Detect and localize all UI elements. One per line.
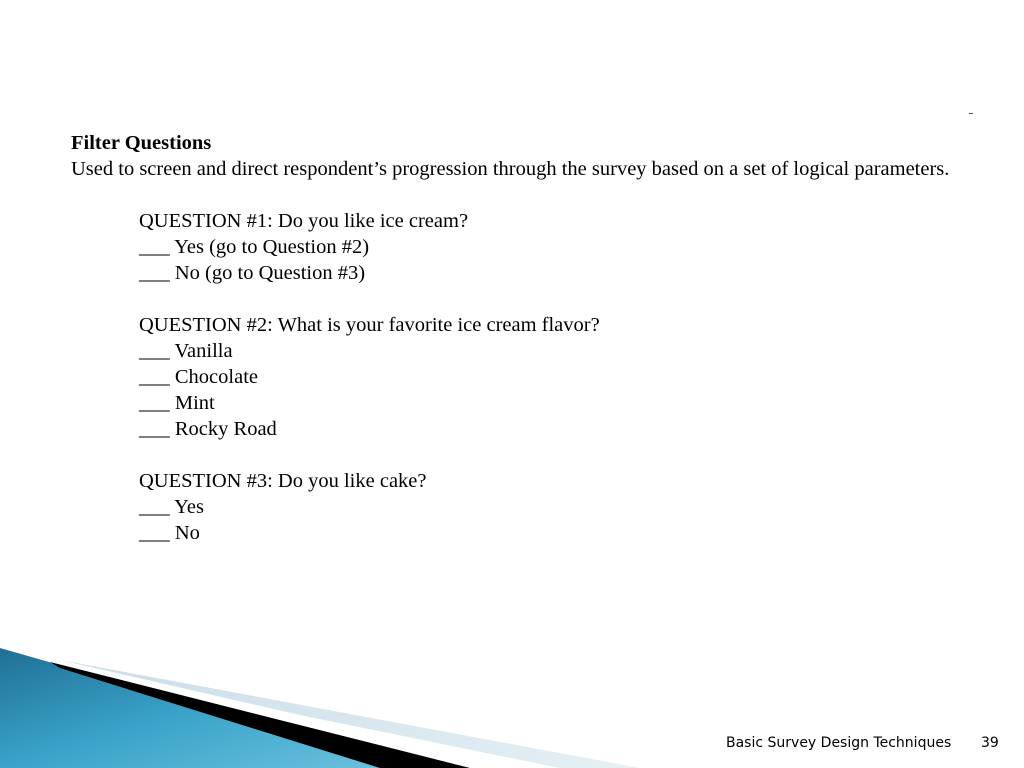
answer-option: ___ Yes (go to Question #2) bbox=[139, 236, 370, 258]
answer-option: ___ Rocky Road bbox=[139, 418, 277, 440]
slide-content bbox=[71, 130, 951, 546]
section-heading: Filter Questions bbox=[71, 132, 212, 154]
question-prompt: QUESTION #3: Do you like cake? bbox=[139, 470, 427, 492]
question-list bbox=[71, 208, 951, 546]
answer-option: ___ Yes bbox=[139, 496, 204, 518]
stray-mark bbox=[969, 113, 973, 114]
page-number: 39 bbox=[981, 735, 999, 751]
footer-title: Basic Survey Design Techniques bbox=[726, 735, 952, 751]
intro-paragraph: Used to screen and direct respondent’s progression through the survey based on a set of logical parameters. bbox=[71, 158, 950, 180]
question-prompt: QUESTION #1: Do you like ice cream? bbox=[139, 210, 469, 232]
answer-option: ___ Chocolate bbox=[139, 366, 258, 388]
answer-option: ___ No bbox=[139, 522, 200, 544]
question-block bbox=[139, 208, 951, 286]
decor-dark-stripe bbox=[50, 662, 470, 768]
answer-option: ___ Vanilla bbox=[139, 340, 233, 362]
answer-option: ___ Mint bbox=[139, 392, 215, 414]
question-block bbox=[139, 312, 951, 442]
decor-blue-wedge bbox=[0, 648, 400, 768]
decor-light-band bbox=[60, 660, 640, 768]
question-prompt: QUESTION #2: What is your favorite ice cream flavor? bbox=[139, 314, 600, 336]
question-block bbox=[139, 468, 951, 546]
answer-option: ___ No (go to Question #3) bbox=[139, 262, 366, 284]
